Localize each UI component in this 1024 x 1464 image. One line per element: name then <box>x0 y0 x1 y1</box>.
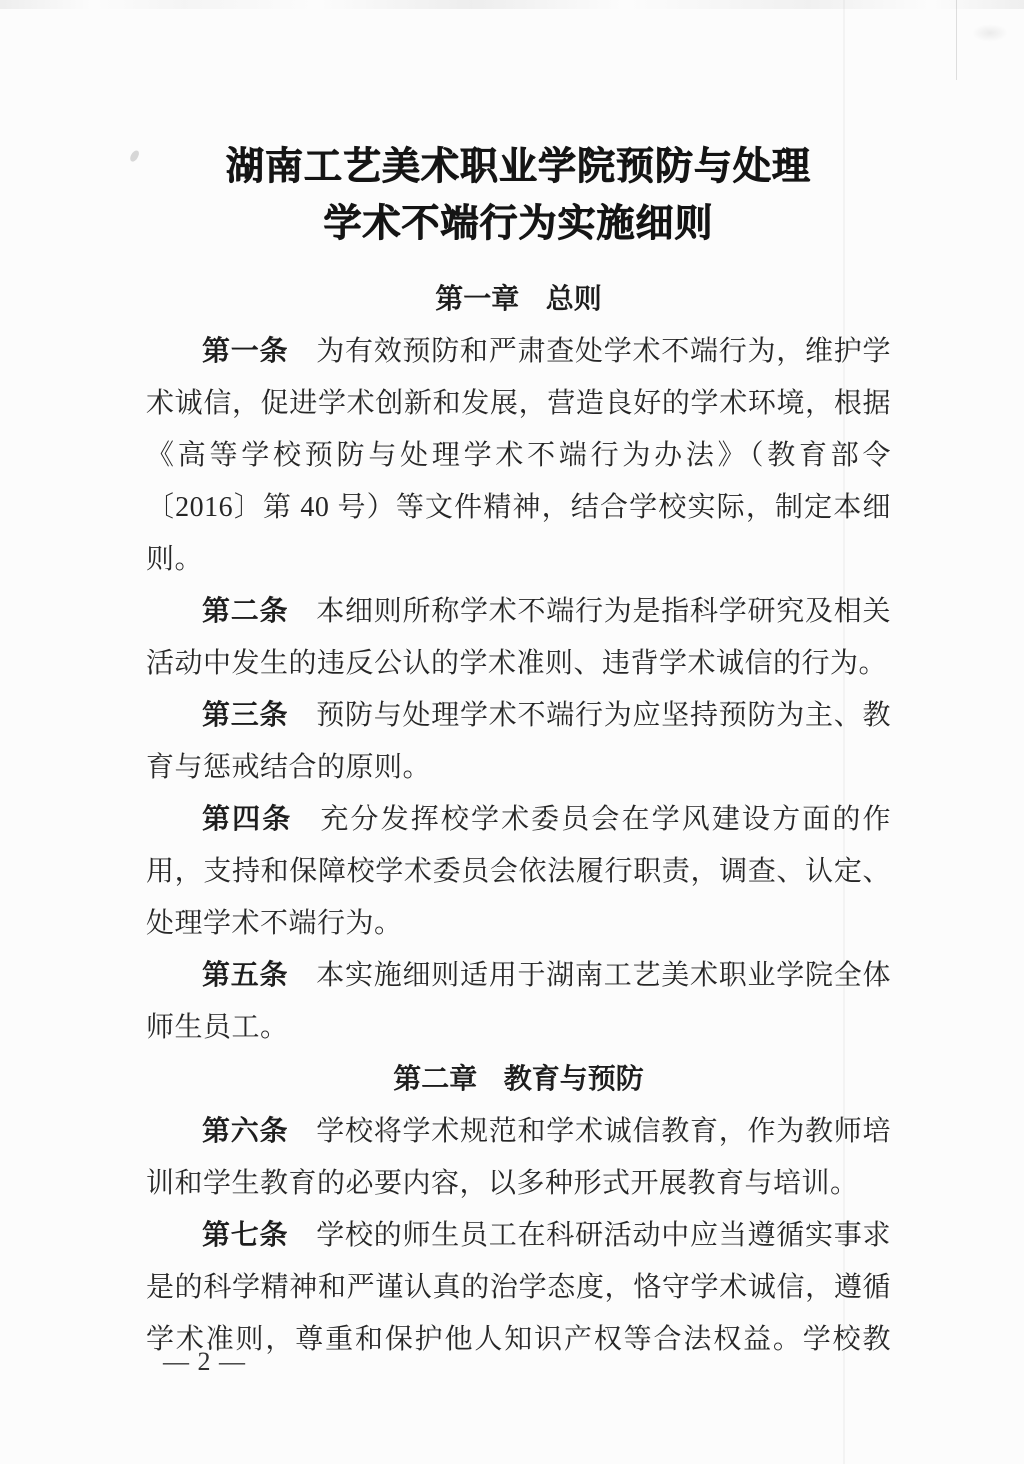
scan-line-top-right <box>956 0 957 80</box>
article-6-text: 学校将学术规范和学术诚信教育，作为教师培训和学生教育的必要内容，以多种形式开展教育与培训。 <box>146 1116 891 1199</box>
article-6-label: 第六条 <box>202 1116 289 1147</box>
article-5 <box>146 950 891 1054</box>
scan-noise-top-edge <box>0 0 1024 9</box>
chapter-2-title: 教育与预防 <box>503 1064 644 1095</box>
article-3 <box>146 690 891 794</box>
title-line-1: 湖南工艺美术职业学院预防与处理 <box>225 146 811 188</box>
article-1-label: 第一条 <box>202 336 289 367</box>
document-content <box>146 139 891 1366</box>
page-number: — 2 — <box>163 1347 246 1376</box>
article-1 <box>146 326 891 586</box>
chapter-1-heading <box>146 274 891 326</box>
article-2 <box>146 586 891 690</box>
article-7 <box>146 1210 891 1366</box>
article-4 <box>146 794 891 950</box>
chapter-2-heading <box>146 1054 891 1106</box>
article-1-text: 为有效预防和严肃查处学术不端行为，维护学术诚信，促进学术创新和发展，营造良好的学术环境，根据《高等学校预防与处理学术不端行为办法》（教育部令〔2016〕第 40 号）等文件精神，结合学校实际，制定本细则。 <box>146 336 891 575</box>
article-4-label: 第四条 <box>202 804 293 835</box>
chapter-1-title: 总则 <box>545 284 602 315</box>
article-4-text: 充分发挥校学术委员会在学风建设方面的作用，支持和保障校学术委员会依法履行职责，调查、认定、处理学术不端行为。 <box>146 804 891 939</box>
article-2-label: 第二条 <box>202 596 289 627</box>
article-7-text: 学校的师生员工在科研活动中应当遵循实事求是的科学精神和严谨认真的治学态度，恪守学术诚信，遵循学术准则，尊重和保护他人知识产权等合法权益。学校教 <box>146 1220 891 1355</box>
document-title <box>146 139 891 253</box>
chapter-1-label: 第一章 <box>435 284 520 315</box>
scan-smudge <box>972 24 1008 42</box>
article-3-label: 第三条 <box>202 700 289 731</box>
article-6 <box>146 1106 891 1210</box>
article-5-text: 本实施细则适用于湖南工艺美术职业学院全体师生员工。 <box>146 960 891 1043</box>
scan-speck <box>129 149 140 163</box>
article-3-text: 预防与处理学术不端行为应坚持预防为主、教育与惩戒结合的原则。 <box>146 700 891 783</box>
article-7-label: 第七条 <box>202 1220 289 1251</box>
chapter-2-label: 第二章 <box>393 1064 478 1095</box>
article-2-text: 本细则所称学术不端行为是指科学研究及相关活动中发生的违反公认的学术准则、违背学术诚信的行为。 <box>146 596 891 679</box>
article-5-label: 第五条 <box>202 960 289 991</box>
title-line-2: 学术不端行为实施细则 <box>323 203 714 245</box>
